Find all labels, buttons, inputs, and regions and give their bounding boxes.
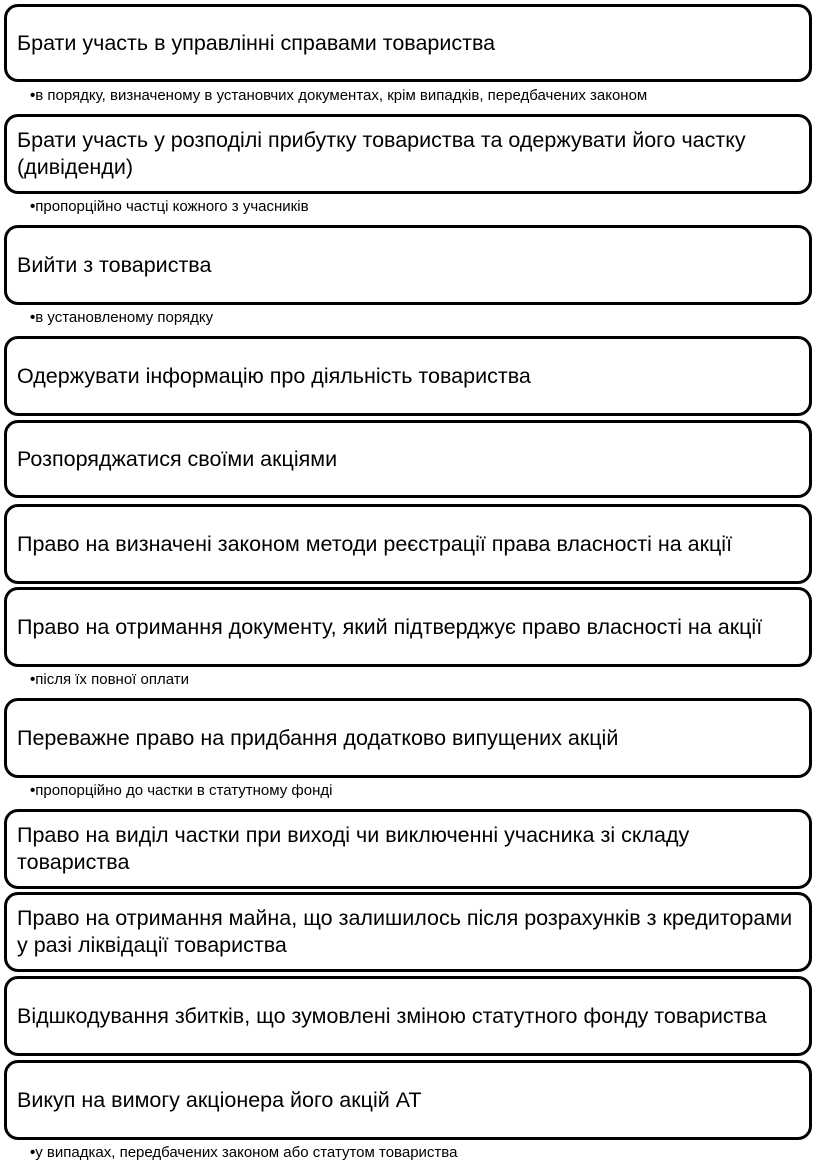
bullet-icon: • <box>30 309 36 326</box>
right-note-text-2: пропорційно частці кожного з учасників <box>35 198 309 215</box>
right-text-10: Право на отримання майна, що залишилось після розрахунків з кредиторами у разі ліквідації товариства <box>17 906 793 957</box>
right-note-text-1: в порядку, визначеному в установчих документах, крім випадків, передбачених законом <box>35 87 648 104</box>
right-box-10 <box>4 892 812 972</box>
bullet-icon: • <box>30 198 36 215</box>
right-box-1 <box>4 4 812 82</box>
right-note-8 <box>30 782 332 799</box>
right-text-2: Брати участь у розподілі прибутку товариства та одержувати його частку (дивіденди) <box>17 128 746 179</box>
right-note-7 <box>30 671 189 688</box>
right-text-11: Відшкодування збитків, що зумовлені зміною статутного фонду товариства <box>17 1003 767 1028</box>
right-box-6 <box>4 504 812 584</box>
right-text-5: Розпоряджатися своїми акціями <box>17 446 338 471</box>
bullet-icon: • <box>30 1144 36 1161</box>
bullet-icon: • <box>30 671 36 688</box>
right-text-12: Викуп на вимогу акціонера його акцій АТ <box>17 1087 422 1112</box>
right-box-3 <box>4 225 812 305</box>
right-note-1 <box>30 87 647 104</box>
right-box-2 <box>4 114 812 194</box>
right-note-12 <box>30 1144 457 1161</box>
right-note-text-12: у випадках, передбачених законом або статутом товариства <box>35 1144 458 1161</box>
right-text-4: Одержувати інформацію про діяльність товариства <box>17 363 531 388</box>
right-box-8 <box>4 698 812 778</box>
right-box-11 <box>4 976 812 1056</box>
right-box-9 <box>4 809 812 889</box>
right-text-7: Право на отримання документу, який підтверджує право власності на акції <box>17 614 763 639</box>
right-note-text-3: в установленому порядку <box>35 309 214 326</box>
right-note-2 <box>30 198 309 215</box>
right-text-1: Брати участь в управлінні справами товариства <box>17 30 496 55</box>
right-box-4 <box>4 336 812 416</box>
right-note-3 <box>30 309 213 326</box>
right-text-3: Вийти з товариства <box>17 252 212 277</box>
right-box-12 <box>4 1060 812 1140</box>
right-box-7 <box>4 587 812 667</box>
right-note-text-8: пропорційно до частки в статутному фонді <box>35 782 333 799</box>
right-note-text-7: після їх повної оплати <box>35 671 189 688</box>
right-text-9: Право на виділ частки при виході чи виключенні учасника зі складу товариства <box>17 823 690 874</box>
bullet-icon: • <box>30 782 36 799</box>
right-text-6: Право на визначені законом методи реєстрації права власності на акції <box>17 531 733 556</box>
right-box-5 <box>4 420 812 498</box>
right-text-8: Переважне право на придбання додатково випущених акцій <box>17 725 619 750</box>
bullet-icon: • <box>30 87 36 104</box>
